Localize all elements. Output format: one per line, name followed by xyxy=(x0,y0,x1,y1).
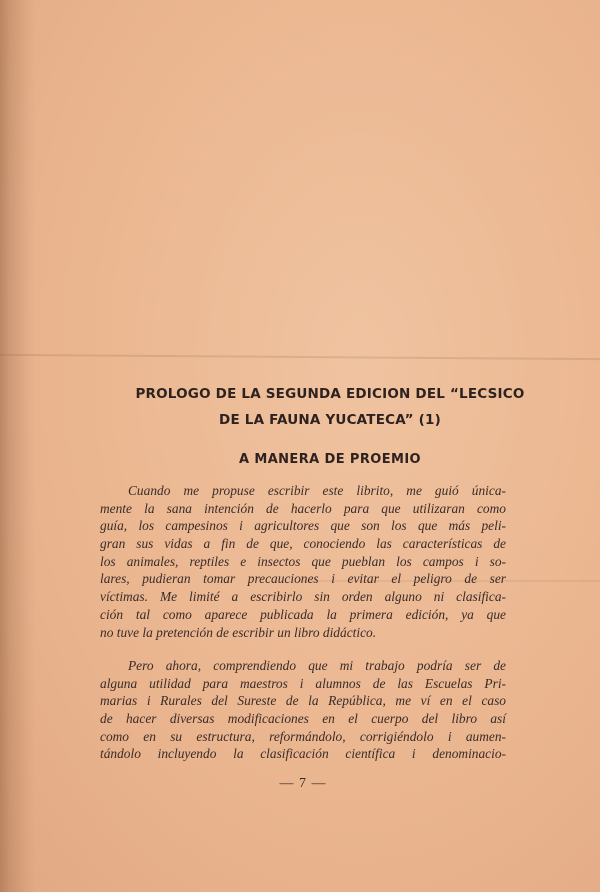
page-spine-shadow xyxy=(0,0,36,892)
text-line: Cuando me propuse escribir este librito, me guió única- xyxy=(128,483,506,498)
text-line: víctimas. Me limité a escribirlo sin orden alguno ni clasifica- xyxy=(100,589,506,605)
paper-fold-line xyxy=(0,354,600,360)
text-line: guía, los campesinos i agricultores que son los que más peli- xyxy=(100,518,506,534)
text-line: marias i Rurales del Sureste de la República, me ví en el caso xyxy=(100,693,506,709)
text-line: como en su estructura, reformándolo, corrigiéndolo i aumen- xyxy=(100,728,506,744)
prologue-title-line-2: DE LA FAUNA YUCATECA” (1) xyxy=(219,412,441,428)
paragraph-2 xyxy=(100,657,506,763)
text-line: los animales, reptiles e insectos que pueblan los campos i so- xyxy=(100,553,506,569)
paragraph-1 xyxy=(100,482,506,641)
text-line: lares, pudieran tomar precauciones i evitar el peligro de ser xyxy=(100,571,506,587)
text-line: de hacer diversas modificaciones en el cuerpo del libro así xyxy=(100,711,506,727)
text-line: no tuve la pretención de escribir un libro didáctico. xyxy=(100,624,377,640)
text-line: ción tal como aparece publicada la primera edición, ya que xyxy=(100,606,506,622)
prologue-title-line-1: PROLOGO DE LA SEGUNDA EDICION DEL “LECSICO xyxy=(135,386,525,402)
section-subheading: A MANERA DE PROEMIO xyxy=(238,452,422,467)
text-line: tándolo incluyendo la clasificación científica i denominacio- xyxy=(100,746,506,762)
text-line: mente la sana intención de hacerlo para que utilizaran como xyxy=(100,500,506,516)
page-number: — 7 — xyxy=(279,776,327,791)
text-line: Pero ahora, comprendiendo que mi trabajo podría ser de xyxy=(128,658,506,673)
text-line: gran sus vidas a fin de que, conociendo las características de xyxy=(100,536,506,552)
text-line: alguna utilidad para maestros i alumnos de las Escuelas Pri- xyxy=(100,675,506,691)
